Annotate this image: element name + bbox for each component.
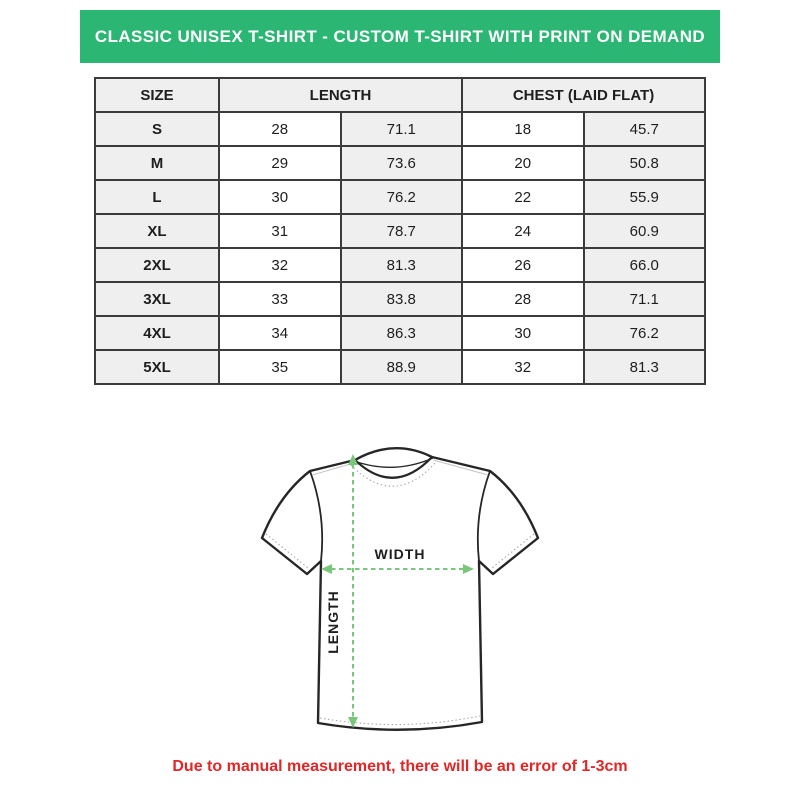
column-header-length: LENGTH xyxy=(219,78,462,112)
chest-cm-cell: 55.9 xyxy=(584,180,706,214)
size-cell: 4XL xyxy=(95,316,219,350)
length-in-cell: 31 xyxy=(219,214,341,248)
table-row xyxy=(95,350,705,384)
length-in-cell: 29 xyxy=(219,146,341,180)
size-cell: M xyxy=(95,146,219,180)
table-row xyxy=(95,214,705,248)
table-row xyxy=(95,180,705,214)
chest-cm-cell: 60.9 xyxy=(584,214,706,248)
length-in-cell: 33 xyxy=(219,282,341,316)
title-banner xyxy=(80,10,720,63)
chest-in-cell: 20 xyxy=(462,146,584,180)
length-cm-cell: 86.3 xyxy=(341,316,463,350)
tshirt-measurement-diagram xyxy=(250,435,550,755)
column-header-chest: CHEST (LAID FLAT) xyxy=(462,78,705,112)
chest-cm-cell: 45.7 xyxy=(584,112,706,146)
table-header-row xyxy=(95,78,705,112)
length-cm-cell: 88.9 xyxy=(341,350,463,384)
table-row xyxy=(95,282,705,316)
chest-in-cell: 30 xyxy=(462,316,584,350)
length-cm-cell: 73.6 xyxy=(341,146,463,180)
chest-cm-cell: 66.0 xyxy=(584,248,706,282)
size-cell: XL xyxy=(95,214,219,248)
chest-in-cell: 18 xyxy=(462,112,584,146)
size-cell: L xyxy=(95,180,219,214)
length-cm-cell: 78.7 xyxy=(341,214,463,248)
chest-cm-cell: 71.1 xyxy=(584,282,706,316)
table-row xyxy=(95,146,705,180)
chest-in-cell: 24 xyxy=(462,214,584,248)
length-cm-cell: 71.1 xyxy=(341,112,463,146)
chest-in-cell: 26 xyxy=(462,248,584,282)
chest-in-cell: 32 xyxy=(462,350,584,384)
size-cell: S xyxy=(95,112,219,146)
chest-cm-cell: 76.2 xyxy=(584,316,706,350)
table-row xyxy=(95,248,705,282)
length-cm-cell: 76.2 xyxy=(341,180,463,214)
length-in-cell: 35 xyxy=(219,350,341,384)
chest-cm-cell: 81.3 xyxy=(584,350,706,384)
column-header-size: SIZE xyxy=(95,78,219,112)
chest-cm-cell: 50.8 xyxy=(584,146,706,180)
chest-in-cell: 28 xyxy=(462,282,584,316)
size-cell: 5XL xyxy=(95,350,219,384)
length-in-cell: 34 xyxy=(219,316,341,350)
table-row xyxy=(95,112,705,146)
size-cell: 3XL xyxy=(95,282,219,316)
size-chart-table xyxy=(94,77,706,385)
width-label: WIDTH xyxy=(374,546,426,562)
length-cm-cell: 81.3 xyxy=(341,248,463,282)
table-row xyxy=(95,316,705,350)
length-label: LENGTH xyxy=(325,590,341,654)
size-cell: 2XL xyxy=(95,248,219,282)
length-in-cell: 32 xyxy=(219,248,341,282)
measurement-error-note: Due to manual measurement, there will be an error of 1-3cm xyxy=(172,758,628,775)
tshirt-outline xyxy=(262,448,538,730)
tshirt-diagram-svg xyxy=(250,435,550,755)
length-in-cell: 28 xyxy=(219,112,341,146)
chest-in-cell: 22 xyxy=(462,180,584,214)
page-title: CLASSIC UNISEX T-SHIRT - CUSTOM T-SHIRT WITH PRINT ON DEMAND xyxy=(94,26,706,46)
length-cm-cell: 83.8 xyxy=(341,282,463,316)
length-in-cell: 30 xyxy=(219,180,341,214)
